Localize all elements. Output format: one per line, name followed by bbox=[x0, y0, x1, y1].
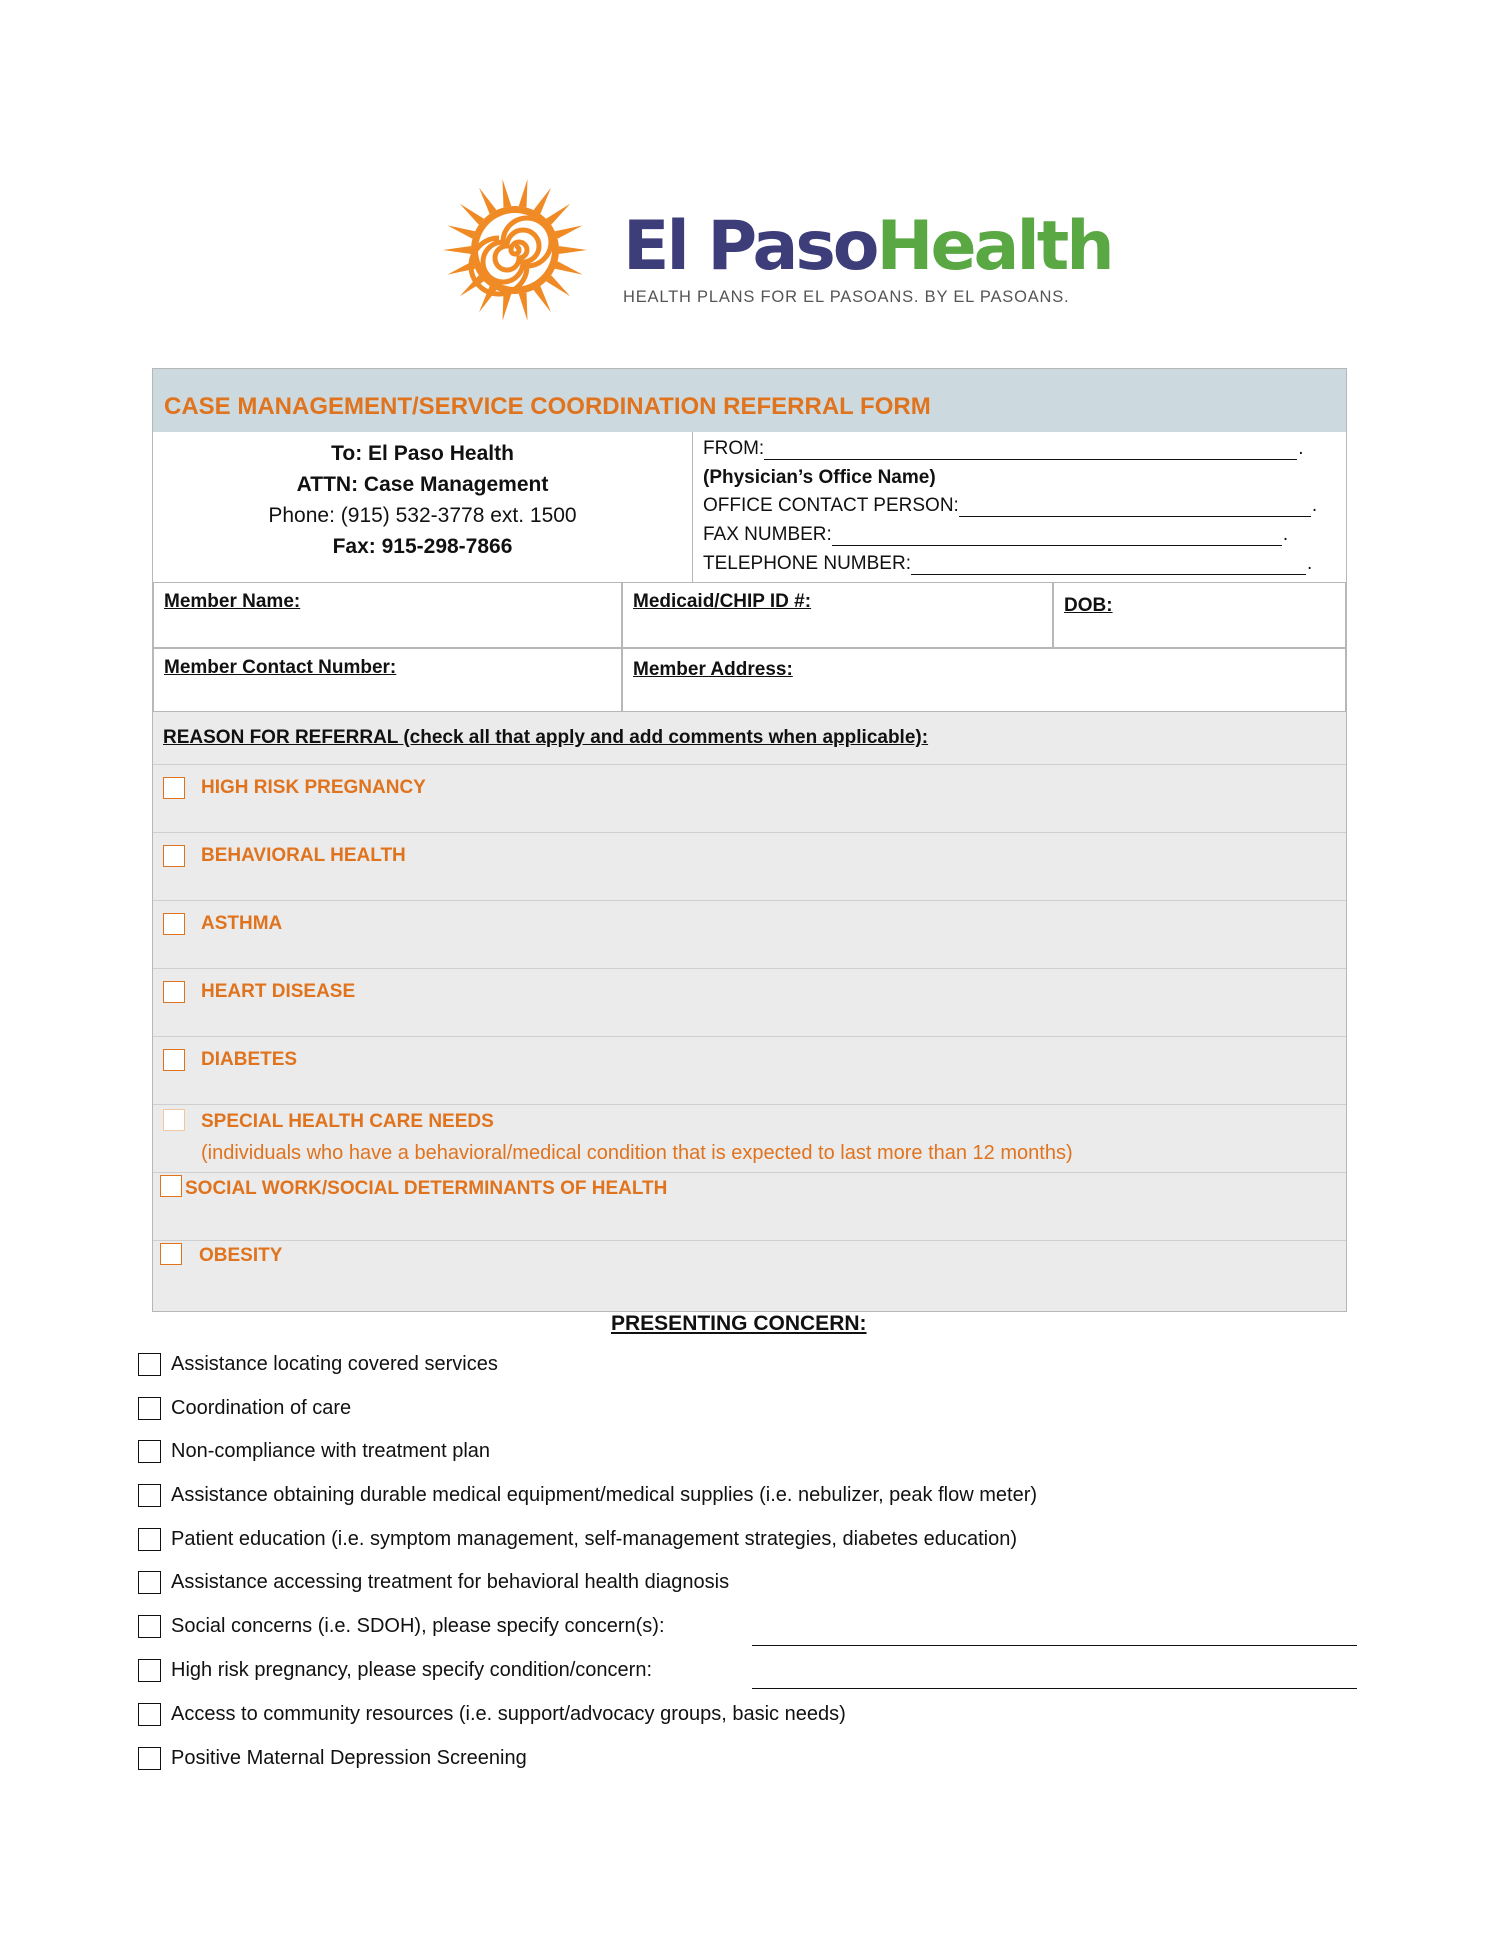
medicaid-id-label: Medicaid/CHIP ID #: bbox=[633, 591, 812, 612]
from-input-line[interactable] bbox=[764, 440, 1297, 460]
concern-checkbox[interactable] bbox=[138, 1440, 161, 1463]
sun-ray bbox=[559, 246, 587, 254]
referral-form bbox=[152, 368, 1347, 1312]
reason-label: BEHAVIORAL HEALTH bbox=[201, 845, 406, 866]
fax-line: Fax: 915-298-7866 bbox=[332, 535, 513, 558]
fax-number-field[interactable]: FAX NUMBER: . bbox=[703, 524, 1289, 545]
reason-label: DIABETES bbox=[201, 1049, 298, 1070]
concern-label: Non-compliance with treatment plan bbox=[171, 1440, 491, 1462]
reason-row bbox=[153, 764, 1346, 832]
sun-ray bbox=[519, 292, 528, 320]
form-title-bar bbox=[153, 369, 1346, 432]
concern-item[interactable] bbox=[138, 1528, 1017, 1551]
reason-row bbox=[153, 1104, 1346, 1172]
concern-item[interactable] bbox=[138, 1703, 846, 1726]
concern-item[interactable] bbox=[138, 1353, 498, 1376]
concern-checkbox[interactable] bbox=[138, 1747, 161, 1770]
reason-label: OBESITY bbox=[199, 1245, 283, 1266]
reason-row bbox=[153, 1240, 1346, 1311]
telephone-input-line[interactable] bbox=[911, 555, 1306, 575]
concern-label: High risk pregnancy, please specify condition/concern: bbox=[171, 1659, 652, 1681]
sun-ray bbox=[519, 179, 528, 207]
concern-label: Access to community resources (i.e. support/advocacy groups, basic needs) bbox=[171, 1703, 846, 1725]
logo-word-elpaso: El Paso bbox=[623, 207, 877, 286]
sun-ray bbox=[546, 275, 570, 296]
to-line: To: El Paso Health bbox=[331, 442, 514, 465]
member-contact-number-label: Member Contact Number: bbox=[164, 657, 397, 678]
member-address-label: Member Address: bbox=[633, 659, 793, 680]
fax-number-input-line[interactable] bbox=[832, 526, 1282, 546]
office-name-label: (Physician’s Office Name) bbox=[703, 467, 936, 488]
contact-person-label: OFFICE CONTACT PERSON: bbox=[703, 495, 959, 516]
reason-row bbox=[153, 900, 1346, 968]
sun-ray bbox=[447, 225, 475, 238]
reason-row bbox=[153, 1036, 1346, 1104]
reason-row bbox=[153, 1172, 1346, 1240]
from-label: FROM: bbox=[703, 438, 765, 459]
reason-checkbox[interactable] bbox=[163, 913, 185, 935]
pregnancy-concern-input-line[interactable] bbox=[752, 1688, 1357, 1689]
logo-tagline: HEALTH PLANS FOR EL PASOANS. BY EL PASOANS. bbox=[623, 288, 1070, 306]
from-field[interactable]: FROM: . bbox=[703, 438, 1304, 459]
concern-label: Coordination of care bbox=[171, 1397, 352, 1419]
reason-checkbox[interactable] bbox=[160, 1175, 182, 1197]
phone-line: Phone: (915) 532-3778 ext. 1500 bbox=[268, 504, 577, 527]
form-title: CASE MANAGEMENT/SERVICE COORDINATION REFERRAL FORM bbox=[164, 393, 931, 420]
reason-label: SOCIAL WORK/SOCIAL DETERMINANTS OF HEALTH bbox=[185, 1178, 668, 1199]
concern-checkbox[interactable] bbox=[138, 1397, 161, 1420]
recipient-info-box bbox=[153, 432, 693, 583]
reason-checkbox[interactable] bbox=[163, 845, 185, 867]
sun-ray bbox=[502, 179, 511, 207]
contact-person-input-line[interactable] bbox=[959, 497, 1311, 517]
reason-checkbox[interactable] bbox=[160, 1243, 182, 1265]
attn-line: ATTN: Case Management bbox=[296, 473, 549, 496]
reason-checkbox[interactable] bbox=[163, 1109, 185, 1131]
sun-ray bbox=[502, 292, 511, 320]
concern-checkbox[interactable] bbox=[138, 1615, 161, 1638]
concern-label: Social concerns (i.e. SDOH), please specify concern(s): bbox=[171, 1615, 665, 1637]
reason-checkbox[interactable] bbox=[163, 981, 185, 1003]
presenting-concern-heading: PRESENTING CONCERN: bbox=[611, 1312, 867, 1335]
reason-for-referral-heading: REASON FOR REFERRAL (check all that apply and add comments when applicable): bbox=[163, 727, 929, 748]
dob-label: DOB: bbox=[1064, 595, 1113, 616]
medicaid-id-field[interactable] bbox=[622, 582, 1053, 648]
sun-ray bbox=[533, 286, 551, 312]
sun-spiral-icon bbox=[440, 175, 590, 325]
sun-ray bbox=[460, 204, 484, 225]
reason-label: HEART DISEASE bbox=[201, 981, 356, 1002]
concern-label: Patient education (i.e. symptom management, self-management strategies, diabetes education) bbox=[171, 1528, 1018, 1550]
concern-checkbox[interactable] bbox=[138, 1484, 161, 1507]
special-needs-note: (individuals who have a behavioral/medical condition that is expected to last more than 12 months) bbox=[201, 1142, 1073, 1164]
concern-checkbox[interactable] bbox=[138, 1703, 161, 1726]
logo-wordmark bbox=[623, 207, 1112, 286]
concern-checkbox[interactable] bbox=[138, 1528, 161, 1551]
reason-row bbox=[153, 968, 1346, 1036]
reason-row bbox=[153, 832, 1346, 900]
contact-person-field[interactable]: OFFICE CONTACT PERSON: . bbox=[703, 495, 1318, 516]
concern-label: Assistance accessing treatment for behavioral health diagnosis bbox=[171, 1571, 730, 1593]
fax-number-label: FAX NUMBER: bbox=[703, 524, 832, 545]
reason-label: ASTHMA bbox=[201, 913, 283, 934]
el-paso-health-logo bbox=[440, 175, 1112, 325]
reason-label: HIGH RISK PREGNANCY bbox=[201, 777, 426, 798]
reason-label: SPECIAL HEALTH CARE NEEDS bbox=[201, 1111, 494, 1132]
concern-item[interactable] bbox=[138, 1659, 652, 1682]
reason-checkbox[interactable] bbox=[163, 777, 185, 799]
concern-checkbox[interactable] bbox=[138, 1353, 161, 1376]
sun-ray bbox=[555, 225, 583, 238]
telephone-field[interactable]: TELEPHONE NUMBER: . bbox=[703, 553, 1313, 574]
social-concern-input-line[interactable] bbox=[752, 1645, 1357, 1646]
logo-word-health: Health bbox=[876, 207, 1112, 286]
member-name-label: Member Name: bbox=[164, 591, 301, 612]
member-contact-number-field[interactable] bbox=[153, 648, 622, 712]
concern-item[interactable] bbox=[138, 1571, 729, 1594]
concern-item[interactable] bbox=[138, 1397, 351, 1420]
concern-label: Assistance obtaining durable medical equipment/medical supplies (i.e. nebulizer, peak flow meter) bbox=[171, 1484, 1038, 1506]
concern-checkbox[interactable] bbox=[138, 1659, 161, 1682]
concern-label: Positive Maternal Depression Screening bbox=[171, 1747, 527, 1769]
member-name-field[interactable] bbox=[153, 582, 622, 648]
sun-ray bbox=[533, 188, 551, 214]
concern-item[interactable] bbox=[138, 1615, 665, 1638]
concern-checkbox[interactable] bbox=[138, 1571, 161, 1594]
sun-ray bbox=[555, 261, 583, 274]
concern-item[interactable] bbox=[138, 1484, 1037, 1507]
dob-field[interactable] bbox=[1053, 582, 1346, 648]
sun-ray bbox=[479, 188, 497, 214]
concern-label: Assistance locating covered services bbox=[171, 1353, 498, 1375]
concern-item[interactable] bbox=[138, 1440, 490, 1463]
sun-ray bbox=[443, 246, 471, 254]
sender-info-box bbox=[693, 432, 1346, 583]
sun-ray bbox=[546, 204, 570, 225]
reason-checkbox[interactable] bbox=[163, 1049, 185, 1071]
telephone-label: TELEPHONE NUMBER: bbox=[703, 553, 911, 574]
member-address-field[interactable] bbox=[622, 648, 1346, 712]
concern-item[interactable] bbox=[138, 1747, 527, 1770]
